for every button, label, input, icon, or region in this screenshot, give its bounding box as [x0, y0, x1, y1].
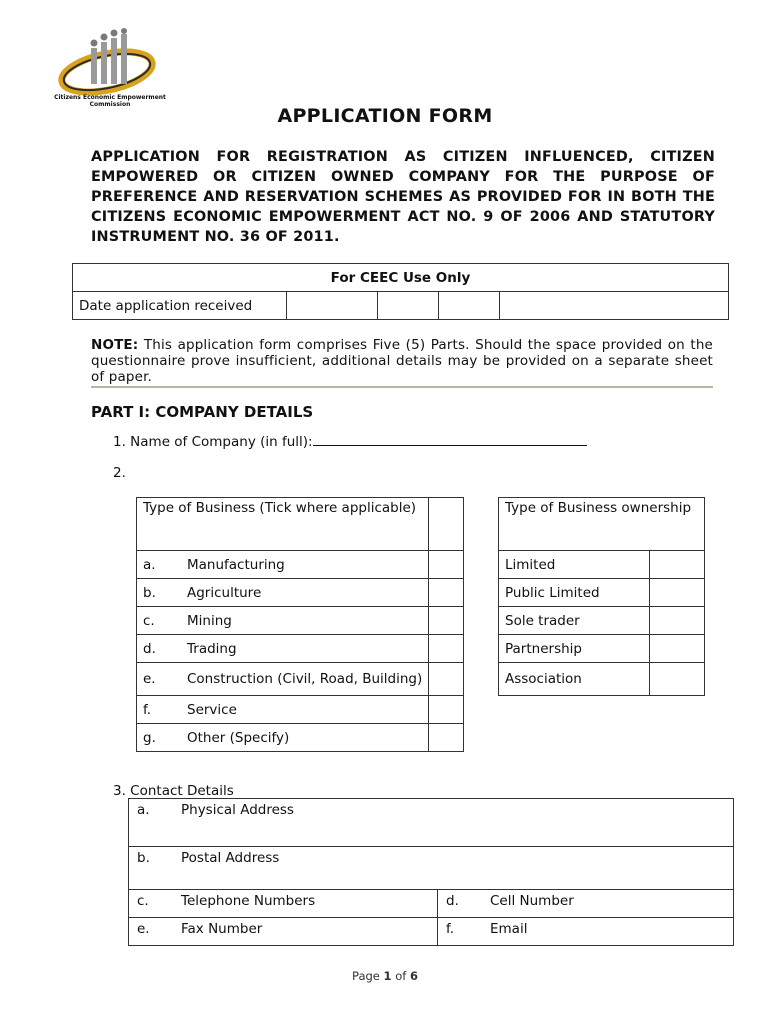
date-cell-4[interactable]	[500, 292, 729, 320]
tick-box-b[interactable]	[429, 579, 464, 607]
fax-field[interactable]: e. Fax Number	[129, 918, 438, 946]
business-row-f: f. Service	[137, 696, 429, 724]
contact-details-table	[128, 798, 734, 946]
tick-box-d[interactable]	[429, 635, 464, 663]
tick-box-public-limited[interactable]	[650, 579, 705, 607]
tick-box-c[interactable]	[429, 607, 464, 635]
business-row-c: c. Mining	[137, 607, 429, 635]
tick-box-association[interactable]	[650, 663, 705, 696]
contact-details-label: 3. Contact Details	[113, 783, 234, 799]
business-type-header-tick	[429, 498, 464, 551]
business-row-d: d. Trading	[137, 635, 429, 663]
telephone-field[interactable]: c. Telephone Numbers	[129, 890, 438, 918]
ownership-sole-trader: Sole trader	[499, 607, 650, 635]
business-type-table	[136, 497, 464, 752]
ownership-partnership: Partnership	[499, 635, 650, 663]
date-cell-1[interactable]	[287, 292, 378, 320]
note-label: NOTE:	[91, 337, 139, 353]
current-page: 1	[383, 969, 392, 983]
item-2-label: 2.	[113, 465, 126, 481]
business-row-b: b. Agriculture	[137, 579, 429, 607]
date-cell-2[interactable]	[378, 292, 439, 320]
tick-box-e[interactable]	[429, 663, 464, 696]
tick-box-f[interactable]	[429, 696, 464, 724]
note-paragraph	[91, 337, 713, 385]
total-pages: 6	[409, 969, 418, 983]
ownership-limited: Limited	[499, 551, 650, 579]
ownership-table	[498, 497, 705, 696]
page-title: APPLICATION FORM	[277, 105, 493, 127]
cell-number-field[interactable]: d. Cell Number	[438, 890, 734, 918]
ownership-association: Association	[499, 663, 650, 696]
company-name-item	[113, 432, 587, 450]
divider	[91, 386, 713, 388]
ceec-table-header: For CEEC Use Only	[73, 264, 729, 292]
note-text: This application form comprises Five (5) Parts. Should the space provided on the questionnaire prove insufficient, additional details may be provided on a separate sheet of paper.	[91, 337, 713, 385]
form-subtitle: APPLICATION FOR REGISTRATION AS CITIZEN INFLUENCED, CITIZEN EMPOWERED OR CITIZEN OWNED COMPANY FOR THE PURPOSE OF PREFERENCE AND RESERVATION SCHEMES AS PROVIDED FOR IN BOTH THE CITIZENS ECONOMIC EMPOWERMENT ACT NO. 9 OF 2006 AND STATUTORY INSTRUMENT NO. 36 OF 2011.	[91, 149, 715, 245]
date-received-label: Date application received	[73, 292, 287, 320]
postal-address-field[interactable]: b. Postal Address	[129, 847, 734, 890]
company-name-field[interactable]	[313, 432, 587, 446]
tick-box-sole-trader[interactable]	[650, 607, 705, 635]
business-type-header: Type of Business (Tick where applicable)	[137, 498, 429, 551]
ownership-header: Type of Business ownership	[499, 498, 705, 551]
email-field[interactable]: f. Email	[438, 918, 734, 946]
logo-org-name: Citizens Economic Empowerment Commission	[54, 94, 166, 108]
tick-box-limited[interactable]	[650, 551, 705, 579]
tick-box-partnership[interactable]	[650, 635, 705, 663]
ceec-use-table	[72, 263, 729, 320]
business-row-a: a. Manufacturing	[137, 551, 429, 579]
ownership-public-limited: Public Limited	[499, 579, 650, 607]
tick-box-a[interactable]	[429, 551, 464, 579]
part1-heading: PART I: COMPANY DETAILS	[91, 403, 314, 421]
date-cell-3[interactable]	[439, 292, 500, 320]
tick-box-g[interactable]	[429, 724, 464, 752]
business-row-g: g. Other (Specify)	[137, 724, 429, 752]
company-name-label: 1. Name of Company (in full):	[113, 434, 313, 450]
physical-address-field[interactable]: a. Physical Address	[129, 799, 734, 847]
business-row-e: e. Construction (Civil, Road, Building)	[137, 663, 429, 696]
page-footer: Page 1 of 6	[352, 969, 418, 983]
